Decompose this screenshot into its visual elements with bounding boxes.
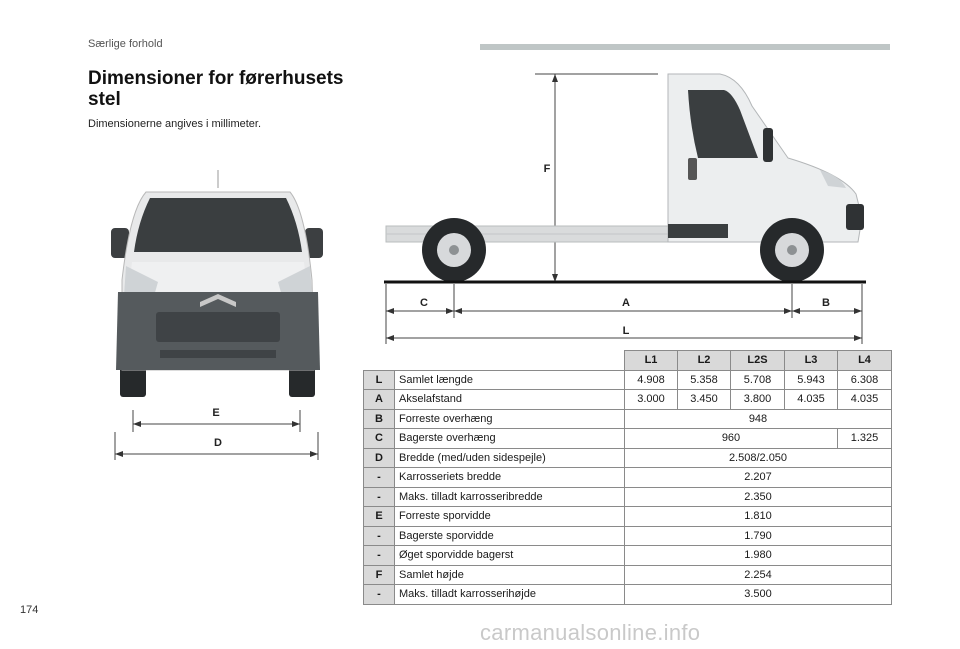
label-l: L — [622, 325, 630, 337]
section-bar — [480, 44, 890, 50]
row-value: 4.908 — [625, 370, 678, 390]
table-row — [364, 429, 892, 449]
row-code: D — [364, 448, 395, 468]
col-header-l4: L4 — [838, 351, 892, 371]
row-description: Øget sporvidde bagerst — [395, 546, 625, 566]
row-value: 6.308 — [838, 370, 892, 390]
table-row — [364, 526, 892, 546]
label-f: F — [543, 163, 551, 175]
row-code: - — [364, 546, 395, 566]
row-value: 2.254 — [625, 565, 892, 585]
row-code: - — [364, 526, 395, 546]
row-value: 4.035 — [785, 390, 838, 410]
table-row — [364, 546, 892, 566]
row-value: 2.350 — [625, 487, 892, 507]
row-value: 5.358 — [678, 370, 731, 390]
table-row — [364, 448, 892, 468]
windshield — [134, 198, 302, 252]
table-row — [364, 585, 892, 605]
row-value-l4: 1.325 — [838, 429, 892, 449]
row-description: Maks. tilladt karrosserihøjde — [395, 585, 625, 605]
table-row — [364, 507, 892, 527]
row-description: Bagerste overhæng — [395, 429, 625, 449]
row-description: Maks. tilladt karrosseribredde — [395, 487, 625, 507]
table-row — [364, 390, 892, 410]
front-view-diagram — [100, 170, 335, 465]
row-description: Akselafstand — [395, 390, 625, 410]
label-c: C — [420, 297, 428, 309]
col-header-l2s: L2S — [731, 351, 785, 371]
row-description: Samlet længde — [395, 370, 625, 390]
row-value: 948 — [625, 409, 892, 429]
row-code: C — [364, 429, 395, 449]
col-header-l3: L3 — [785, 351, 838, 371]
row-code: F — [364, 565, 395, 585]
row-code: - — [364, 487, 395, 507]
watermark: carmanualsonline.info — [480, 620, 701, 645]
row-value: 2.207 — [625, 468, 892, 488]
row-value: 3.500 — [625, 585, 892, 605]
row-code: L — [364, 370, 395, 390]
table-header-row — [364, 351, 892, 371]
row-code: A — [364, 390, 395, 410]
dimensions-table — [363, 350, 892, 605]
row-value: 5.708 — [731, 370, 785, 390]
page-title: Dimensioner for førerhusets stel — [88, 68, 344, 110]
header-blank — [364, 351, 625, 371]
side-mirror — [763, 128, 773, 162]
label-e: E — [212, 407, 220, 419]
row-value: 1.980 — [625, 546, 892, 566]
row-value: 5.943 — [785, 370, 838, 390]
row-value: 960 — [625, 429, 838, 449]
row-code: - — [364, 468, 395, 488]
table-row — [364, 565, 892, 585]
row-value: 4.035 — [838, 390, 892, 410]
row-description: Forreste sporvidde — [395, 507, 625, 527]
label-a: A — [622, 297, 630, 309]
page-subtitle: Dimensionerne angives i millimeter. — [88, 118, 262, 130]
col-header-l2: L2 — [678, 351, 731, 371]
row-value: 2.508/2.050 — [625, 448, 892, 468]
table-row — [364, 370, 892, 390]
row-value: 3.450 — [678, 390, 731, 410]
row-description: Karrosseriets bredde — [395, 468, 625, 488]
row-description: Forreste overhæng — [395, 409, 625, 429]
row-value: 1.810 — [625, 507, 892, 527]
table-row — [364, 487, 892, 507]
row-value: 1.790 — [625, 526, 892, 546]
row-code: E — [364, 507, 395, 527]
side-view-diagram — [380, 66, 870, 348]
table-row — [364, 409, 892, 429]
label-b: B — [822, 297, 830, 309]
label-d: D — [214, 437, 222, 449]
row-code: B — [364, 409, 395, 429]
col-header-l1: L1 — [625, 351, 678, 371]
row-description: Samlet højde — [395, 565, 625, 585]
section-label: Særlige forhold — [88, 38, 163, 50]
row-code: - — [364, 585, 395, 605]
row-description: Bredde (med/uden sidespejle) — [395, 448, 625, 468]
grille — [156, 312, 280, 342]
row-value: 3.800 — [731, 390, 785, 410]
row-value: 3.000 — [625, 390, 678, 410]
page-number: 174 — [20, 604, 39, 616]
table-row — [364, 468, 892, 488]
row-description: Bagerste sporvidde — [395, 526, 625, 546]
